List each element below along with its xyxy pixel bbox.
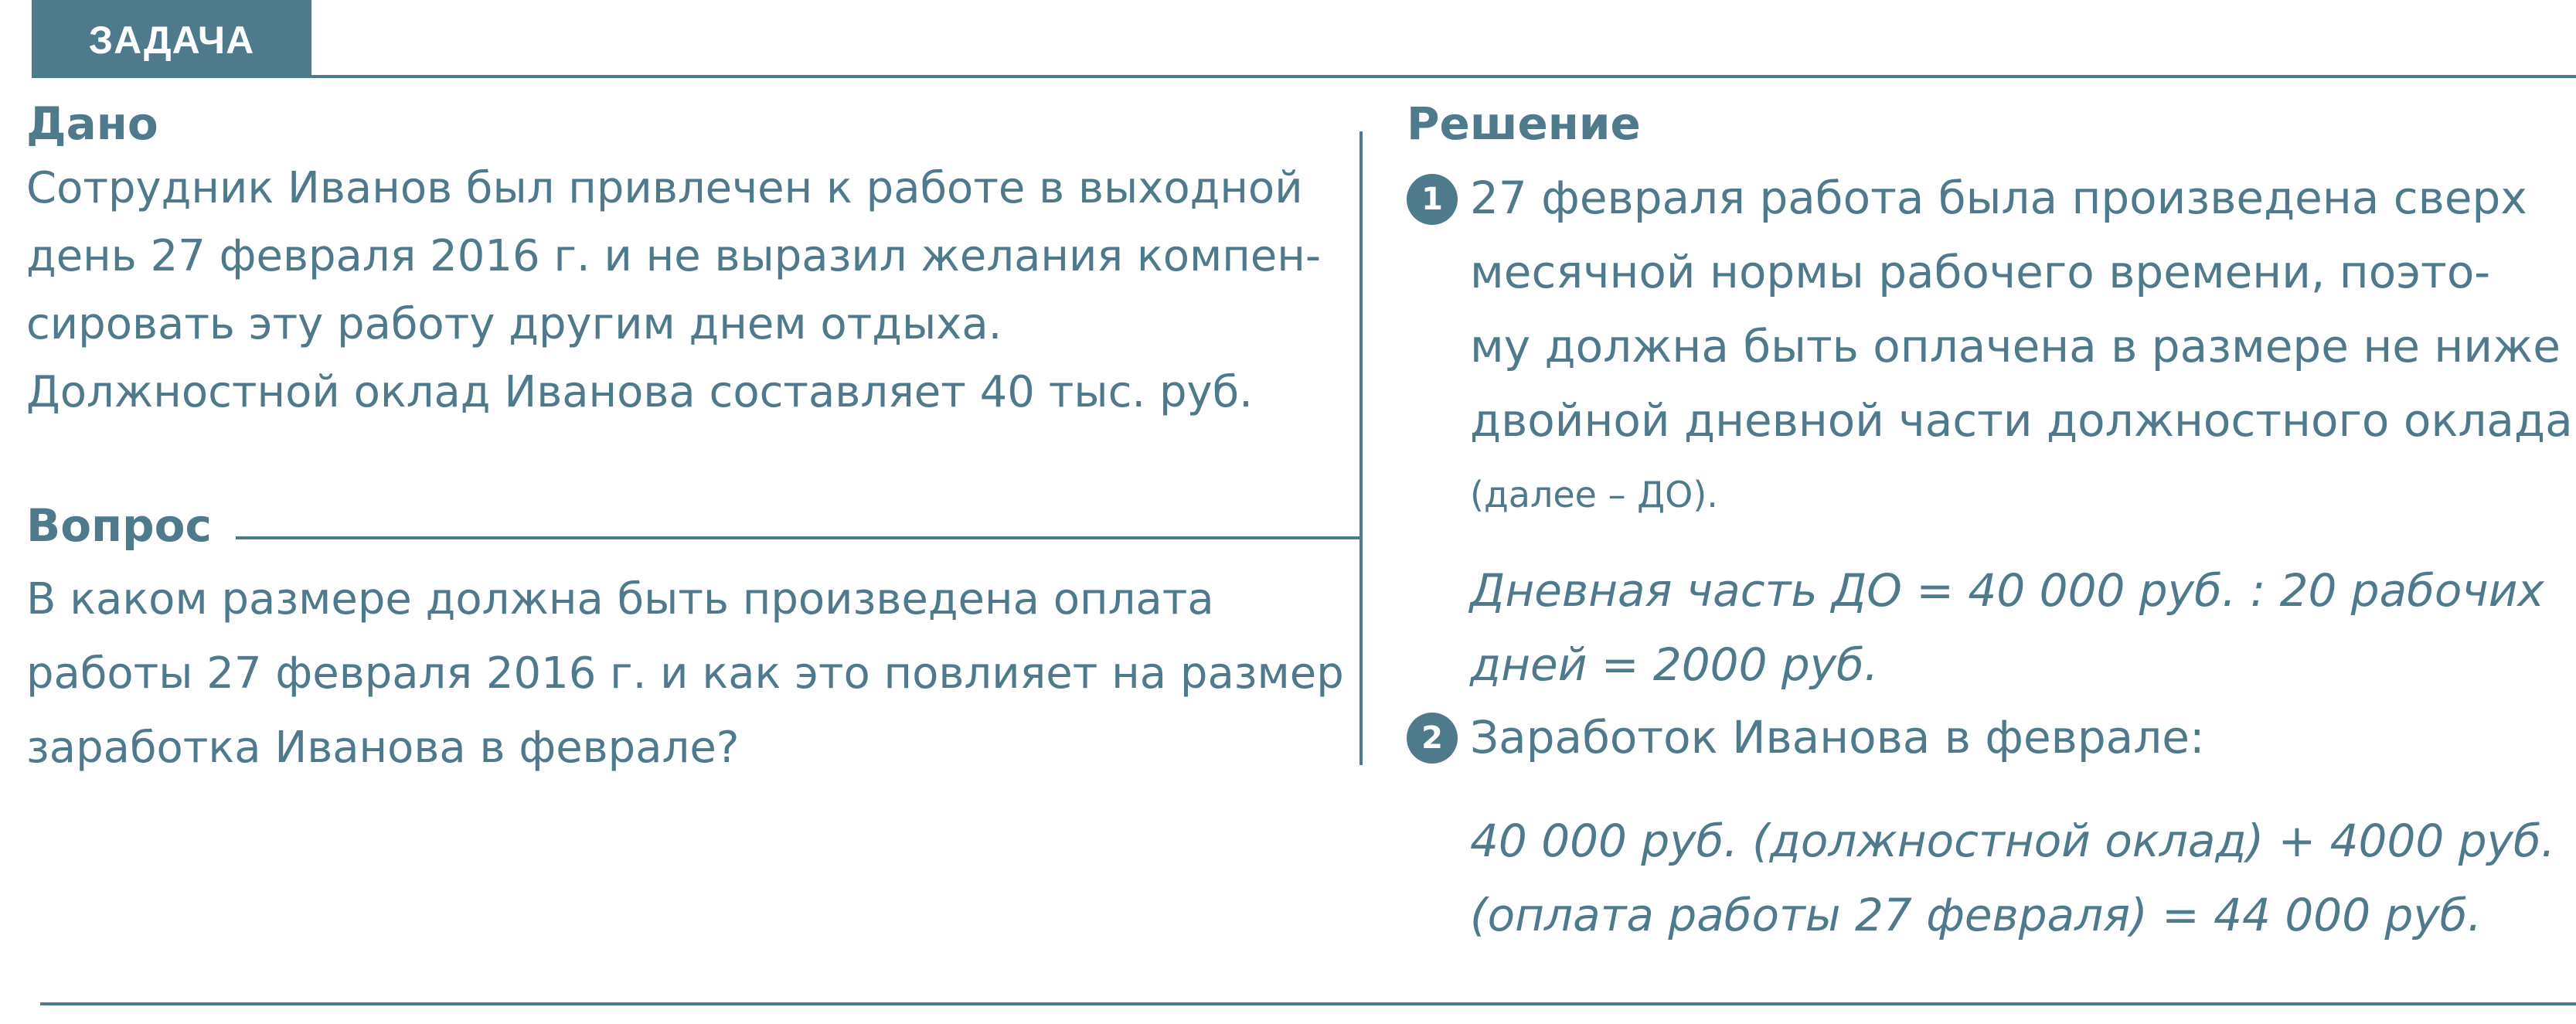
step-1-line: му должна быть оплачена в размере не ниже [1470, 320, 2561, 373]
step-1-badge: 1 [1407, 174, 1458, 225]
step-1-text [1470, 161, 2573, 532]
step-1-note: (далее – ДО). [1470, 474, 1718, 515]
solution-heading: Решение [1407, 97, 1641, 150]
question-rule [236, 536, 1361, 539]
given-line: сировать эту работу другим днем отдыха. [26, 299, 1002, 349]
step-2-text: Заработок Иванова в феврале: [1470, 711, 2205, 764]
step-1-line: 27 февраля работа была произведена сверх [1470, 172, 2527, 224]
question-heading: Вопрос [26, 499, 212, 552]
step-1-line: месячной нормы рабочего времени, поэто- [1470, 246, 2491, 298]
formula-line: дней = 2000 руб. [1470, 638, 1879, 691]
given-line: день 27 февраля 2016 г. и не выразил желания компен- [26, 231, 1322, 281]
step-2-formula [1470, 804, 2555, 952]
given-heading: Дано [26, 97, 158, 150]
given-text [26, 155, 1321, 427]
bottom-rule [40, 1002, 2576, 1005]
formula-line: 40 000 руб. (должностной оклад) + 4000 руб. [1470, 815, 2556, 867]
given-line: Сотрудник Иванов был привлечен к работе в выходной [26, 163, 1303, 213]
column-divider [1359, 131, 1363, 765]
formula-line: Дневная часть ДО = 40 000 руб. : 20 рабочих [1470, 564, 2544, 617]
question-line: работы 27 февраля 2016 г. и как это повлияет на размер [26, 648, 1344, 699]
step-1-formula [1470, 553, 2544, 702]
given-line: Должностной оклад Иванова составляет 40 тыс. руб. [26, 367, 1253, 417]
question-text [26, 563, 1344, 785]
formula-line: (оплата работы 27 февраля) = 44 000 руб. [1470, 889, 2482, 941]
top-rule [32, 75, 2576, 78]
question-line: заработка Иванова в феврале? [26, 723, 740, 773]
task-label: ЗАДАЧА [32, 0, 311, 75]
step-2-badge: 2 [1407, 713, 1458, 764]
step-1-line: двойной дневной части должностного оклада [1470, 394, 2573, 447]
question-line: В каком размере должна быть произведена оплата [26, 574, 1214, 624]
